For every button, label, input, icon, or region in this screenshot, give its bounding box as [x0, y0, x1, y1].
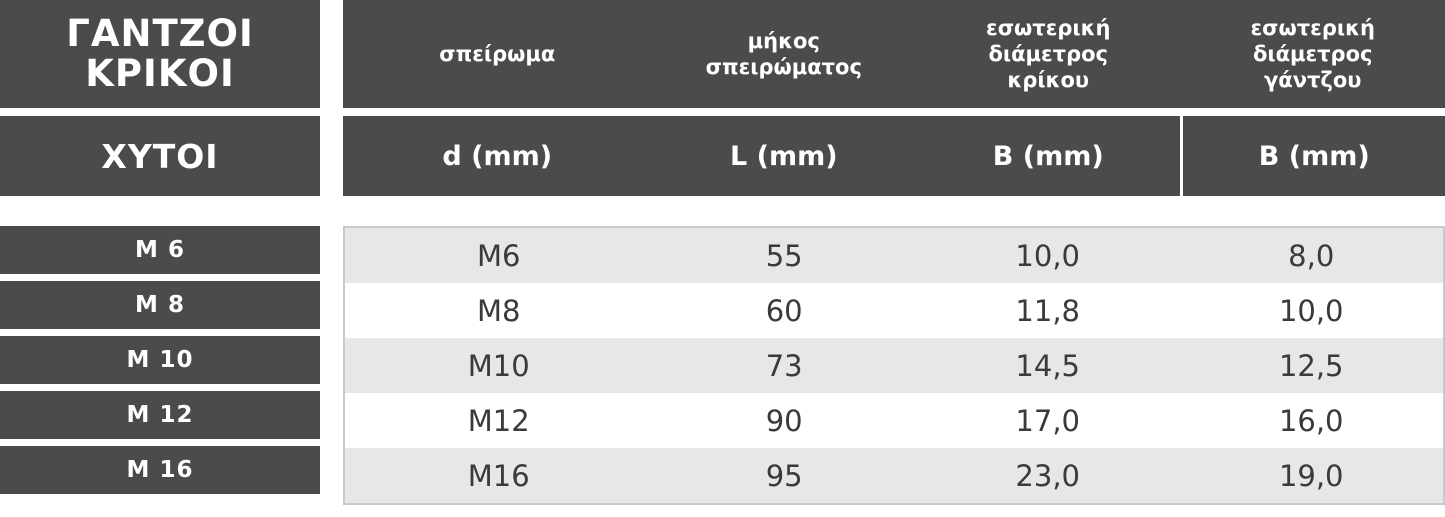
cell-ring-diameter: 10,0	[1015, 238, 1080, 273]
unit-cell-l: L (mm)	[730, 140, 838, 172]
product-title-line-2: ΚΡΙΚΟΙ	[85, 52, 235, 95]
cell-hook-diameter: 19,0	[1278, 458, 1344, 493]
header-line: εσωτερική	[986, 15, 1111, 40]
cell-thread: M12	[467, 403, 530, 438]
column-header-hook-inner-diameter	[1180, 0, 1444, 108]
column-header-ring-inner-diameter	[916, 0, 1180, 108]
cell-hook-diameter: 10,0	[1278, 293, 1344, 328]
header-line: γάντζου	[1263, 68, 1362, 93]
table-row	[345, 283, 1443, 338]
product-subtitle-block	[0, 116, 320, 196]
cell-thread: M16	[467, 458, 530, 493]
cell-hook-diameter: 8,0	[1288, 238, 1335, 273]
cell-length: 90	[765, 403, 803, 438]
cell-length: 95	[765, 458, 803, 493]
cell-ring-diameter: 14,5	[1015, 348, 1080, 383]
cell-ring-diameter: 11,8	[1015, 293, 1080, 328]
column-header-thread-length	[652, 0, 916, 108]
header-line: εσωτερική	[1250, 15, 1375, 40]
size-label: M 10	[0, 336, 320, 384]
table-row	[345, 338, 1443, 393]
table-row	[345, 393, 1443, 448]
product-subtitle: ΧΥΤΟΙ	[101, 136, 219, 176]
unit-cell-d: d (mm)	[442, 140, 553, 172]
unit-cell-b-hook: B (mm)	[1180, 116, 1444, 196]
product-title-line-1: ΓΑΝΤΖΟΙ	[66, 12, 254, 56]
header-line: διάμετρος	[988, 41, 1108, 66]
header-line: σπειρώματος	[705, 55, 862, 79]
header-line: διάμετρος	[1252, 41, 1373, 66]
unit-cell-b-ring: B (mm)	[992, 140, 1104, 172]
header-line: κρίκου	[1007, 68, 1090, 93]
size-label-list	[0, 226, 320, 494]
cell-length: 60	[765, 293, 803, 328]
cell-thread: M10	[467, 348, 530, 383]
table-row	[345, 228, 1443, 283]
cell-thread: M8	[476, 293, 521, 328]
header-line: σπείρωμα	[439, 41, 556, 66]
table-row	[345, 448, 1443, 503]
product-title-block	[0, 0, 320, 108]
spec-table	[343, 0, 1445, 505]
size-label: M 6	[0, 226, 320, 274]
size-label: M 12	[0, 391, 320, 439]
cell-thread: M6	[476, 238, 521, 273]
cell-hook-diameter: 12,5	[1278, 348, 1344, 383]
size-label: M 8	[0, 281, 320, 329]
cell-hook-diameter: 16,0	[1278, 403, 1344, 438]
cell-length: 55	[765, 238, 803, 273]
table-body	[343, 226, 1445, 505]
column-header-thread	[343, 0, 652, 108]
left-column	[0, 0, 320, 494]
header-line: μήκος	[747, 28, 820, 53]
cell-ring-diameter: 23,0	[1015, 458, 1080, 493]
size-label: M 16	[0, 446, 320, 494]
cell-ring-diameter: 17,0	[1015, 403, 1080, 438]
cell-length: 73	[765, 348, 803, 383]
table-header-row	[343, 0, 1445, 108]
table-unit-row	[343, 116, 1445, 196]
